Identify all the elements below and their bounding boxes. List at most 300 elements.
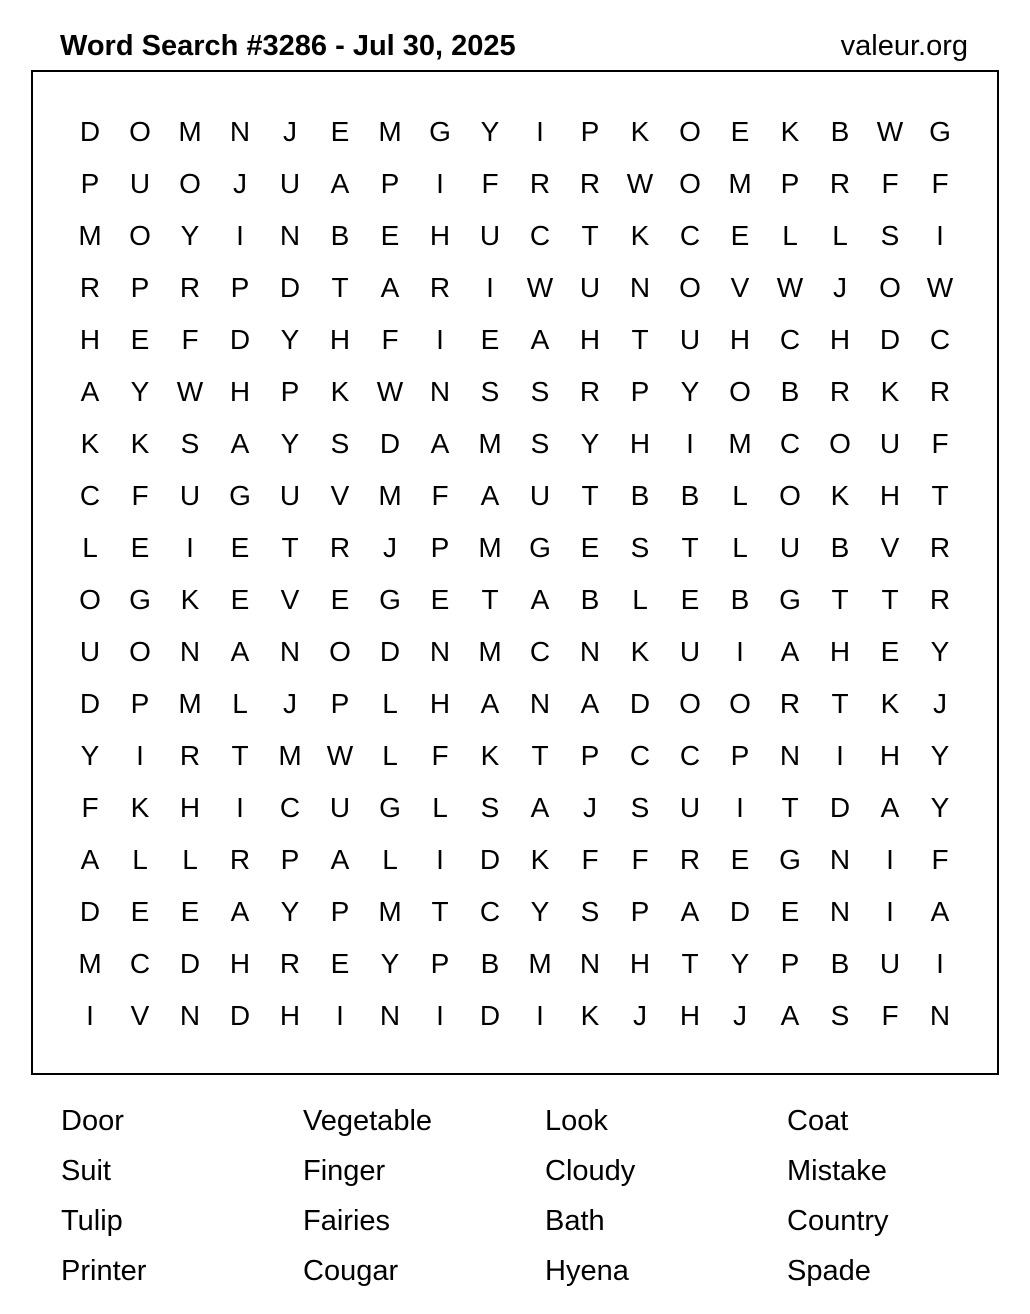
grid-cell[interactable]: C (129, 948, 151, 979)
grid-cell[interactable]: G (229, 480, 251, 511)
grid-cell[interactable]: O (879, 272, 901, 303)
grid-cell[interactable]: P (380, 168, 400, 199)
grid-cell[interactable]: H (429, 688, 451, 719)
grid-cell[interactable]: S (480, 792, 500, 823)
grid-cell[interactable]: D (879, 324, 901, 355)
grid-cell[interactable]: E (130, 896, 150, 927)
grid-cell[interactable]: R (329, 532, 351, 563)
grid-cell[interactable]: N (379, 1000, 401, 1031)
grid-cell[interactable]: D (479, 1000, 501, 1031)
grid-cell[interactable]: J (733, 1000, 747, 1031)
grid-cell[interactable]: A (530, 792, 550, 823)
grid-cell[interactable]: R (929, 376, 951, 407)
grid-cell[interactable]: A (480, 480, 500, 511)
grid-cell[interactable]: I (86, 1000, 94, 1031)
grid-cell[interactable]: T (531, 740, 549, 771)
grid-cell[interactable]: G (929, 116, 951, 147)
grid-cell[interactable]: Y (930, 792, 950, 823)
grid-cell[interactable]: N (629, 272, 651, 303)
grid-cell[interactable]: Y (380, 948, 400, 979)
grid-cell[interactable]: H (729, 324, 751, 355)
grid-cell[interactable]: A (580, 688, 600, 719)
grid-cell[interactable]: A (780, 1000, 800, 1031)
grid-cell[interactable]: M (378, 480, 402, 511)
grid-cell[interactable]: E (130, 324, 150, 355)
grid-cell[interactable]: R (829, 168, 851, 199)
grid-cell[interactable]: Y (280, 896, 300, 927)
grid-cell[interactable]: P (430, 532, 450, 563)
grid-cell[interactable]: C (529, 220, 551, 251)
grid-cell[interactable]: B (480, 948, 500, 979)
grid-cell[interactable]: M (178, 688, 202, 719)
grid-cell[interactable]: M (278, 740, 302, 771)
grid-cell[interactable]: F (931, 428, 949, 459)
grid-cell[interactable]: T (931, 480, 949, 511)
grid-cell[interactable]: Y (280, 428, 300, 459)
grid-cell[interactable]: F (431, 480, 449, 511)
grid-cell[interactable]: U (279, 480, 301, 511)
grid-cell[interactable]: M (728, 428, 752, 459)
grid-cell[interactable]: A (330, 168, 350, 199)
grid-cell[interactable]: O (829, 428, 851, 459)
grid-cell[interactable]: U (329, 792, 351, 823)
grid-cell[interactable]: N (179, 1000, 201, 1031)
grid-cell[interactable]: A (230, 428, 250, 459)
grid-cell[interactable]: I (536, 116, 544, 147)
grid-cell[interactable]: H (279, 1000, 301, 1031)
grid-cell[interactable]: P (330, 896, 350, 927)
grid-cell[interactable]: P (780, 168, 800, 199)
grid-cell[interactable]: E (330, 584, 350, 615)
grid-cell[interactable]: F (931, 168, 949, 199)
grid-cell[interactable]: M (78, 948, 102, 979)
grid-cell[interactable]: O (779, 480, 801, 511)
grid-cell[interactable]: A (530, 324, 550, 355)
grid-cell[interactable]: N (429, 636, 451, 667)
grid-cell[interactable]: L (382, 740, 398, 771)
grid-cell[interactable]: K (580, 1000, 600, 1031)
grid-cell[interactable]: E (130, 532, 150, 563)
grid-cell[interactable]: S (330, 428, 350, 459)
grid-cell[interactable]: P (130, 688, 150, 719)
grid-cell[interactable]: D (379, 428, 401, 459)
grid-cell[interactable]: D (179, 948, 201, 979)
grid-cell[interactable]: J (383, 532, 397, 563)
grid-cell[interactable]: F (131, 480, 149, 511)
grid-cell[interactable]: A (80, 844, 100, 875)
grid-cell[interactable]: E (880, 636, 900, 667)
grid-cell[interactable]: R (779, 688, 801, 719)
grid-cell[interactable]: T (231, 740, 249, 771)
grid-cell[interactable]: K (880, 376, 900, 407)
grid-cell[interactable]: M (728, 168, 752, 199)
grid-cell[interactable]: P (630, 376, 650, 407)
grid-cell[interactable]: J (933, 688, 947, 719)
grid-cell[interactable]: K (130, 792, 150, 823)
grid-cell[interactable]: L (132, 844, 148, 875)
grid-cell[interactable]: E (730, 116, 750, 147)
grid-cell[interactable]: T (481, 584, 499, 615)
grid-cell[interactable]: G (429, 116, 451, 147)
grid-cell[interactable]: I (886, 896, 894, 927)
grid-cell[interactable]: T (581, 220, 599, 251)
grid-cell[interactable]: A (880, 792, 900, 823)
grid-cell[interactable]: L (232, 688, 248, 719)
grid-cell[interactable]: G (379, 792, 401, 823)
grid-cell[interactable]: F (881, 1000, 899, 1031)
grid-cell[interactable]: H (829, 636, 851, 667)
grid-cell[interactable]: O (329, 636, 351, 667)
grid-cell[interactable]: C (779, 324, 801, 355)
grid-cell[interactable]: E (730, 220, 750, 251)
grid-cell[interactable]: O (679, 272, 701, 303)
grid-cell[interactable]: P (280, 844, 300, 875)
grid-cell[interactable]: T (781, 792, 799, 823)
grid-cell[interactable]: R (579, 168, 601, 199)
grid-cell[interactable]: P (280, 376, 300, 407)
grid-cell[interactable]: U (279, 168, 301, 199)
grid-cell[interactable]: I (736, 636, 744, 667)
grid-cell[interactable]: P (230, 272, 250, 303)
grid-cell[interactable]: I (936, 220, 944, 251)
grid-cell[interactable]: V (330, 480, 350, 511)
grid-cell[interactable]: E (230, 532, 250, 563)
grid-cell[interactable]: Y (930, 636, 950, 667)
grid-cell[interactable]: L (82, 532, 98, 563)
grid-cell[interactable]: I (436, 844, 444, 875)
grid-cell[interactable]: R (679, 844, 701, 875)
grid-cell[interactable]: U (579, 272, 601, 303)
grid-cell[interactable]: U (679, 636, 701, 667)
grid-cell[interactable]: M (478, 428, 502, 459)
grid-cell[interactable]: K (330, 376, 350, 407)
grid-cell[interactable]: I (886, 844, 894, 875)
grid-cell[interactable]: R (179, 740, 201, 771)
grid-cell[interactable]: J (583, 792, 597, 823)
grid-cell[interactable]: D (79, 116, 101, 147)
grid-cell[interactable]: P (580, 740, 600, 771)
grid-cell[interactable]: I (736, 792, 744, 823)
grid-cell[interactable]: W (776, 272, 804, 303)
grid-cell[interactable]: Y (480, 116, 500, 147)
grid-cell[interactable]: E (480, 324, 500, 355)
grid-cell[interactable]: R (829, 376, 851, 407)
grid-cell[interactable]: S (480, 376, 500, 407)
grid-cell[interactable]: O (679, 688, 701, 719)
grid-cell[interactable]: B (780, 376, 800, 407)
grid-cell[interactable]: A (330, 844, 350, 875)
grid-cell[interactable]: C (629, 740, 651, 771)
grid-cell[interactable]: A (930, 896, 950, 927)
grid-cell[interactable]: B (730, 584, 750, 615)
grid-cell[interactable]: T (431, 896, 449, 927)
grid-cell[interactable]: F (381, 324, 399, 355)
grid-cell[interactable]: R (229, 844, 251, 875)
grid-cell[interactable]: H (829, 324, 851, 355)
grid-cell[interactable]: M (78, 220, 102, 251)
grid-cell[interactable]: H (179, 792, 201, 823)
grid-cell[interactable]: O (679, 116, 701, 147)
grid-cell[interactable]: I (436, 324, 444, 355)
grid-cell[interactable]: V (130, 1000, 150, 1031)
grid-cell[interactable]: R (929, 584, 951, 615)
grid-cell[interactable]: M (478, 636, 502, 667)
grid-cell[interactable]: S (880, 220, 900, 251)
grid-cell[interactable]: S (180, 428, 200, 459)
grid-cell[interactable]: G (129, 584, 151, 615)
grid-cell[interactable]: R (429, 272, 451, 303)
grid-cell[interactable]: K (130, 428, 150, 459)
grid-cell[interactable]: H (229, 376, 251, 407)
grid-cell[interactable]: N (779, 740, 801, 771)
grid-cell[interactable]: B (330, 220, 350, 251)
grid-cell[interactable]: L (782, 220, 798, 251)
grid-cell[interactable]: M (478, 532, 502, 563)
grid-cell[interactable]: S (630, 792, 650, 823)
grid-cell[interactable]: D (229, 1000, 251, 1031)
grid-cell[interactable]: F (431, 740, 449, 771)
grid-cell[interactable]: N (229, 116, 251, 147)
grid-cell[interactable]: H (79, 324, 101, 355)
grid-cell[interactable]: S (580, 896, 600, 927)
grid-cell[interactable]: T (631, 324, 649, 355)
grid-cell[interactable]: W (176, 376, 204, 407)
grid-cell[interactable]: M (378, 116, 402, 147)
grid-cell[interactable]: M (178, 116, 202, 147)
grid-cell[interactable]: H (579, 324, 601, 355)
grid-cell[interactable]: M (378, 896, 402, 927)
grid-cell[interactable]: D (79, 896, 101, 927)
grid-cell[interactable]: C (779, 428, 801, 459)
grid-cell[interactable]: D (79, 688, 101, 719)
grid-cell[interactable]: P (330, 688, 350, 719)
grid-cell[interactable]: U (129, 168, 151, 199)
grid-cell[interactable]: S (530, 376, 550, 407)
grid-cell[interactable]: C (279, 792, 301, 823)
grid-cell[interactable]: P (430, 948, 450, 979)
grid-cell[interactable]: L (382, 844, 398, 875)
grid-cell[interactable]: Y (680, 376, 700, 407)
grid-cell[interactable]: U (79, 636, 101, 667)
grid-cell[interactable]: I (486, 272, 494, 303)
grid-cell[interactable]: R (529, 168, 551, 199)
grid-cell[interactable]: I (936, 948, 944, 979)
grid-cell[interactable]: I (186, 532, 194, 563)
grid-cell[interactable]: L (632, 584, 648, 615)
grid-cell[interactable]: L (432, 792, 448, 823)
grid-cell[interactable]: I (136, 740, 144, 771)
grid-cell[interactable]: A (230, 636, 250, 667)
grid-cell[interactable]: T (581, 480, 599, 511)
grid-cell[interactable]: Y (180, 220, 200, 251)
grid-cell[interactable]: K (180, 584, 200, 615)
grid-cell[interactable]: N (529, 688, 551, 719)
grid-cell[interactable]: U (879, 428, 901, 459)
grid-cell[interactable]: T (881, 584, 899, 615)
grid-cell[interactable]: C (479, 896, 501, 927)
grid-cell[interactable]: D (829, 792, 851, 823)
grid-cell[interactable]: D (379, 636, 401, 667)
grid-cell[interactable]: J (283, 688, 297, 719)
grid-cell[interactable]: H (629, 948, 651, 979)
grid-cell[interactable]: H (879, 480, 901, 511)
grid-cell[interactable]: P (80, 168, 100, 199)
grid-cell[interactable]: K (530, 844, 550, 875)
grid-cell[interactable]: U (179, 480, 201, 511)
grid-cell[interactable]: B (830, 116, 850, 147)
grid-cell[interactable]: F (181, 324, 199, 355)
grid-cell[interactable]: B (580, 584, 600, 615)
grid-cell[interactable]: T (281, 532, 299, 563)
grid-cell[interactable]: E (230, 584, 250, 615)
grid-cell[interactable]: U (529, 480, 551, 511)
grid-cell[interactable]: W (376, 376, 404, 407)
grid-cell[interactable]: H (679, 1000, 701, 1031)
grid-cell[interactable]: O (129, 636, 151, 667)
grid-cell[interactable]: N (279, 636, 301, 667)
grid-cell[interactable]: U (679, 792, 701, 823)
grid-cell[interactable]: C (929, 324, 951, 355)
grid-cell[interactable]: A (80, 376, 100, 407)
grid-cell[interactable]: Y (530, 896, 550, 927)
grid-cell[interactable]: J (633, 1000, 647, 1031)
grid-cell[interactable]: K (480, 740, 500, 771)
grid-cell[interactable]: R (929, 532, 951, 563)
grid-cell[interactable]: F (481, 168, 499, 199)
grid-cell[interactable]: I (236, 792, 244, 823)
grid-cell[interactable]: W (526, 272, 554, 303)
grid-cell[interactable]: D (229, 324, 251, 355)
grid-cell[interactable]: O (729, 376, 751, 407)
grid-cell[interactable]: V (880, 532, 900, 563)
grid-cell[interactable]: I (536, 1000, 544, 1031)
grid-cell[interactable]: Y (130, 376, 150, 407)
grid-cell[interactable]: U (779, 532, 801, 563)
grid-cell[interactable]: K (630, 220, 650, 251)
grid-cell[interactable]: T (831, 688, 849, 719)
grid-cell[interactable]: E (330, 948, 350, 979)
grid-cell[interactable]: T (681, 532, 699, 563)
grid-cell[interactable]: N (429, 376, 451, 407)
grid-cell[interactable]: B (680, 480, 700, 511)
grid-cell[interactable]: N (579, 636, 601, 667)
grid-cell[interactable]: O (79, 584, 101, 615)
grid-cell[interactable]: A (230, 896, 250, 927)
grid-cell[interactable]: O (679, 168, 701, 199)
grid-cell[interactable]: V (730, 272, 750, 303)
grid-cell[interactable]: Y (730, 948, 750, 979)
grid-cell[interactable]: D (729, 896, 751, 927)
grid-cell[interactable]: N (829, 844, 851, 875)
grid-cell[interactable]: F (881, 168, 899, 199)
grid-cell[interactable]: U (479, 220, 501, 251)
grid-cell[interactable]: I (436, 1000, 444, 1031)
grid-cell[interactable]: L (182, 844, 198, 875)
grid-cell[interactable]: W (876, 116, 904, 147)
grid-cell[interactable]: A (680, 896, 700, 927)
grid-cell[interactable]: P (780, 948, 800, 979)
grid-cell[interactable]: C (529, 636, 551, 667)
grid-cell[interactable]: N (279, 220, 301, 251)
grid-cell[interactable]: N (579, 948, 601, 979)
grid-cell[interactable]: N (179, 636, 201, 667)
grid-cell[interactable]: R (179, 272, 201, 303)
grid-cell[interactable]: B (830, 532, 850, 563)
grid-cell[interactable]: F (631, 844, 649, 875)
grid-cell[interactable]: F (931, 844, 949, 875)
grid-cell[interactable]: I (336, 1000, 344, 1031)
grid-cell[interactable]: E (780, 896, 800, 927)
grid-cell[interactable]: O (129, 220, 151, 251)
grid-cell[interactable]: P (580, 116, 600, 147)
grid-cell[interactable]: F (81, 792, 99, 823)
grid-cell[interactable]: P (730, 740, 750, 771)
grid-cell[interactable]: E (430, 584, 450, 615)
grid-cell[interactable]: Y (580, 428, 600, 459)
grid-cell[interactable]: A (780, 636, 800, 667)
grid-cell[interactable]: B (830, 948, 850, 979)
grid-cell[interactable]: G (529, 532, 551, 563)
grid-cell[interactable]: J (233, 168, 247, 199)
grid-cell[interactable]: A (530, 584, 550, 615)
grid-cell[interactable]: E (730, 844, 750, 875)
grid-cell[interactable]: O (129, 116, 151, 147)
grid-cell[interactable]: A (430, 428, 450, 459)
grid-cell[interactable]: W (926, 272, 954, 303)
grid-cell[interactable]: D (479, 844, 501, 875)
grid-cell[interactable]: E (330, 116, 350, 147)
grid-cell[interactable]: L (832, 220, 848, 251)
grid-cell[interactable]: E (380, 220, 400, 251)
grid-cell[interactable]: H (429, 220, 451, 251)
grid-cell[interactable]: K (80, 428, 100, 459)
grid-cell[interactable]: B (630, 480, 650, 511)
grid-cell[interactable]: K (880, 688, 900, 719)
grid-cell[interactable]: J (833, 272, 847, 303)
grid-cell[interactable]: C (679, 220, 701, 251)
grid-cell[interactable]: K (630, 116, 650, 147)
grid-cell[interactable]: H (629, 428, 651, 459)
grid-cell[interactable]: E (680, 584, 700, 615)
grid-cell[interactable]: N (829, 896, 851, 927)
grid-cell[interactable]: W (626, 168, 654, 199)
grid-cell[interactable]: E (580, 532, 600, 563)
grid-cell[interactable]: I (836, 740, 844, 771)
grid-cell[interactable]: C (79, 480, 101, 511)
grid-cell[interactable]: W (326, 740, 354, 771)
grid-cell[interactable]: G (779, 844, 801, 875)
grid-cell[interactable]: T (831, 584, 849, 615)
grid-cell[interactable]: P (630, 896, 650, 927)
grid-cell[interactable]: J (283, 116, 297, 147)
grid-cell[interactable]: D (279, 272, 301, 303)
grid-cell[interactable]: H (329, 324, 351, 355)
grid-cell[interactable]: T (681, 948, 699, 979)
grid-cell[interactable]: D (629, 688, 651, 719)
grid-cell[interactable]: K (780, 116, 800, 147)
grid-cell[interactable]: O (729, 688, 751, 719)
grid-cell[interactable]: K (630, 636, 650, 667)
grid-cell[interactable]: M (528, 948, 552, 979)
grid-cell[interactable]: S (630, 532, 650, 563)
grid-cell[interactable]: I (686, 428, 694, 459)
grid-cell[interactable]: Y (280, 324, 300, 355)
grid-cell[interactable]: L (382, 688, 398, 719)
grid-cell[interactable]: P (130, 272, 150, 303)
grid-cell[interactable]: U (679, 324, 701, 355)
grid-cell[interactable]: G (379, 584, 401, 615)
grid-cell[interactable]: I (236, 220, 244, 251)
